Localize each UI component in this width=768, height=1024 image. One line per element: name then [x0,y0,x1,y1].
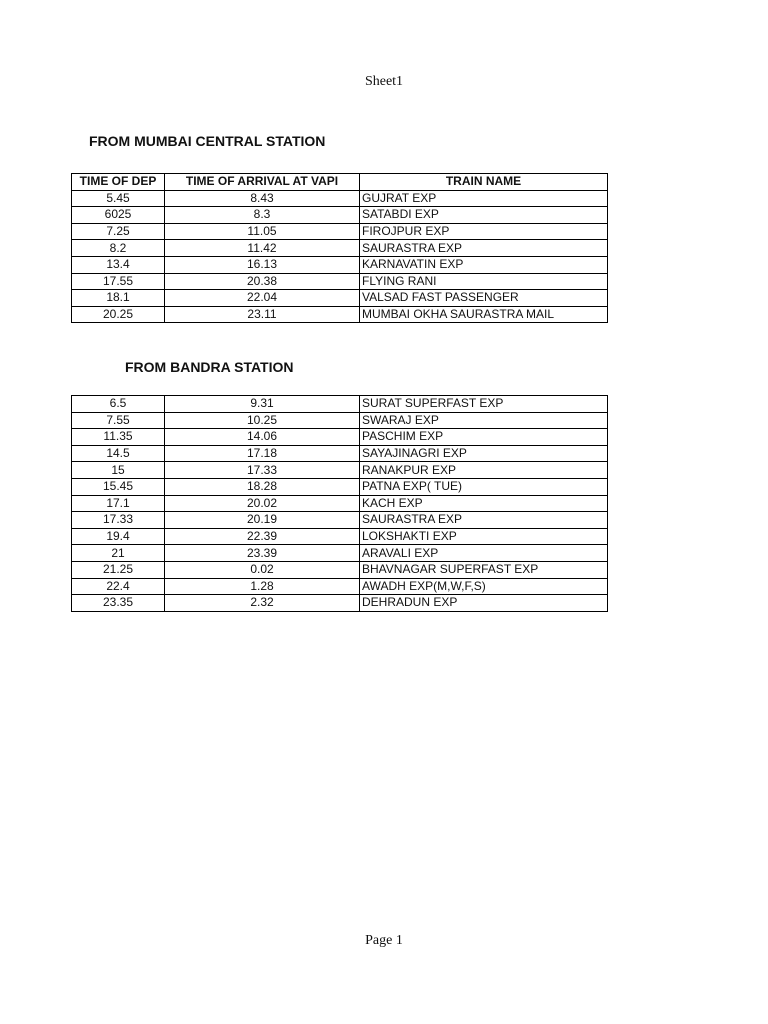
train-name-cell: SAURASTRA EXP [360,240,608,257]
table-row [72,290,608,307]
train-name-cell: GUJRAT EXP [360,190,608,207]
bandra-section-heading: FROM BANDRA STATION [125,359,294,375]
table-header-row [72,174,608,191]
departure-time-cell: 22.4 [72,578,165,595]
table-row [72,578,608,595]
train-name-cell: SWARAJ EXP [360,412,608,429]
train-name-cell: AWADH EXP(M,W,F,S) [360,578,608,595]
arrival-time-cell: 11.42 [165,240,360,257]
arrival-time-cell: 1.28 [165,578,360,595]
sheet-title: Sheet1 [364,74,404,89]
train-name-cell: SAURASTRA EXP [360,512,608,529]
arrival-time-cell: 17.33 [165,462,360,479]
column-header-arrival: TIME OF ARRIVAL AT VAPI [165,174,360,191]
departure-time-cell: 17.1 [72,495,165,512]
arrival-time-cell: 22.04 [165,290,360,307]
table-row [72,478,608,495]
mumbai-table-body [72,190,608,323]
train-name-cell: FLYING RANI [360,273,608,290]
train-name-cell: SURAT SUPERFAST EXP [360,396,608,413]
departure-time-cell: 13.4 [72,256,165,273]
departure-time-cell: 21.25 [72,561,165,578]
arrival-time-cell: 10.25 [165,412,360,429]
departure-time-cell: 17.55 [72,273,165,290]
page-footer: Page 1 [365,933,403,948]
bandra-timetable [71,395,608,612]
table-row [72,223,608,240]
table-row [72,207,608,224]
table-row [72,528,608,545]
departure-time-cell: 20.25 [72,306,165,323]
train-name-cell: RANAKPUR EXP [360,462,608,479]
table-row [72,240,608,257]
departure-time-cell: 8.2 [72,240,165,257]
departure-time-cell: 7.55 [72,412,165,429]
departure-time-cell: 21 [72,545,165,562]
train-name-cell: DEHRADUN EXP [360,595,608,612]
train-name-cell: MUMBAI OKHA SAURASTRA MAIL [360,306,608,323]
table-row [72,545,608,562]
train-name-cell: SATABDI EXP [360,207,608,224]
table-row [72,462,608,479]
arrival-time-cell: 17.18 [165,445,360,462]
train-name-cell: LOKSHAKTI EXP [360,528,608,545]
departure-time-cell: 14.5 [72,445,165,462]
train-name-cell: FIROJPUR EXP [360,223,608,240]
departure-time-cell: 18.1 [72,290,165,307]
table-row [72,396,608,413]
table-row [72,256,608,273]
arrival-time-cell: 18.28 [165,478,360,495]
arrival-time-cell: 20.02 [165,495,360,512]
train-name-cell: ARAVALI EXP [360,545,608,562]
departure-time-cell: 5.45 [72,190,165,207]
departure-time-cell: 11.35 [72,429,165,446]
arrival-time-cell: 16.13 [165,256,360,273]
arrival-time-cell: 8.43 [165,190,360,207]
table-row [72,495,608,512]
table-row [72,273,608,290]
table-row [72,512,608,529]
table-row [72,306,608,323]
bandra-table-body [72,396,608,612]
train-name-cell: KACH EXP [360,495,608,512]
table-row [72,190,608,207]
arrival-time-cell: 20.19 [165,512,360,529]
departure-time-cell: 15 [72,462,165,479]
arrival-time-cell: 8.3 [165,207,360,224]
column-header-train-name: TRAIN NAME [360,174,608,191]
column-header-departure: TIME OF DEP [72,174,165,191]
train-name-cell: VALSAD FAST PASSENGER [360,290,608,307]
departure-time-cell: 23.35 [72,595,165,612]
departure-time-cell: 6025 [72,207,165,224]
table-row [72,561,608,578]
train-name-cell: PASCHIM EXP [360,429,608,446]
arrival-time-cell: 23.11 [165,306,360,323]
arrival-time-cell: 23.39 [165,545,360,562]
train-name-cell: BHAVNAGAR SUPERFAST EXP [360,561,608,578]
table-row [72,595,608,612]
train-name-cell: KARNAVATIN EXP [360,256,608,273]
arrival-time-cell: 2.32 [165,595,360,612]
departure-time-cell: 7.25 [72,223,165,240]
arrival-time-cell: 9.31 [165,396,360,413]
table-row [72,445,608,462]
arrival-time-cell: 14.06 [165,429,360,446]
arrival-time-cell: 11.05 [165,223,360,240]
arrival-time-cell: 22.39 [165,528,360,545]
mumbai-timetable [71,173,608,323]
table-row [72,412,608,429]
mumbai-section-heading: FROM MUMBAI CENTRAL STATION [89,133,326,149]
table-row [72,429,608,446]
train-name-cell: SAYAJINAGRI EXP [360,445,608,462]
arrival-time-cell: 20.38 [165,273,360,290]
departure-time-cell: 17.33 [72,512,165,529]
departure-time-cell: 15.45 [72,478,165,495]
departure-time-cell: 19.4 [72,528,165,545]
arrival-time-cell: 0.02 [165,561,360,578]
train-name-cell: PATNA EXP( TUE) [360,478,608,495]
departure-time-cell: 6.5 [72,396,165,413]
